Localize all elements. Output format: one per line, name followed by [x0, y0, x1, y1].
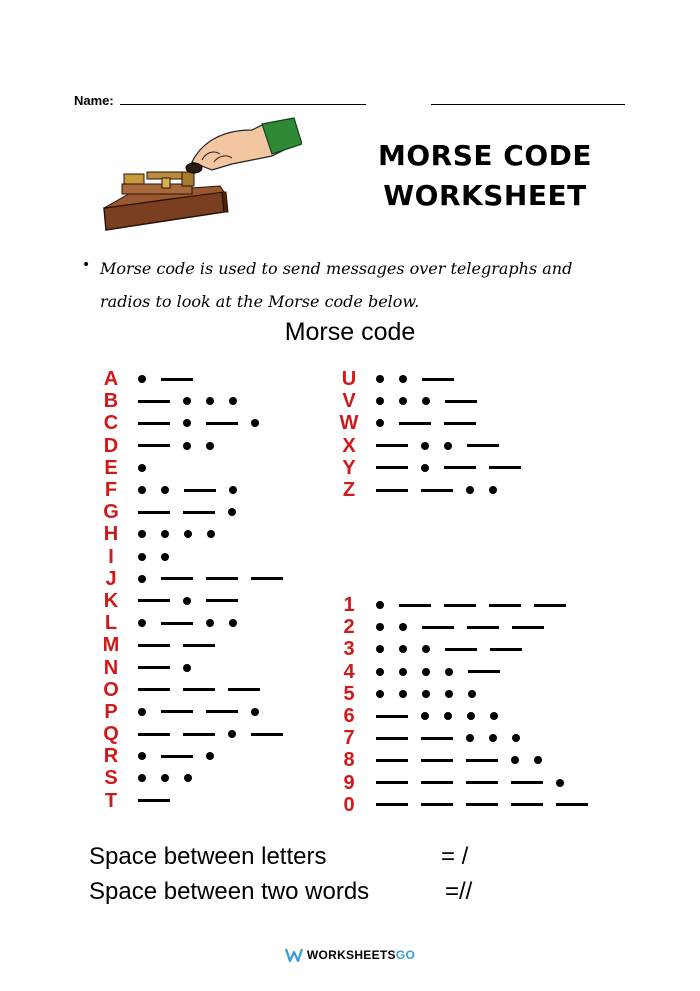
brand-part-2: GO	[395, 948, 416, 962]
morse-dash	[422, 378, 454, 381]
morse-code-symbols	[138, 575, 296, 583]
morse-dash	[556, 803, 588, 806]
morse-char: D	[103, 434, 119, 457]
morse-char: P	[104, 700, 118, 723]
morse-code-symbols	[138, 774, 207, 782]
morse-dot	[138, 619, 146, 627]
bullet-marker: •	[82, 257, 91, 273]
morse-dash	[445, 400, 477, 403]
morse-char: G	[103, 501, 119, 524]
morse-code-symbols	[138, 530, 230, 538]
morse-dash	[376, 715, 408, 718]
morse-dot	[376, 375, 384, 383]
morse-dot	[490, 712, 498, 720]
morse-row	[336, 390, 534, 412]
morse-dash	[512, 626, 544, 629]
morse-row	[98, 723, 296, 745]
morse-dot	[422, 645, 430, 653]
morse-code-symbols	[138, 553, 184, 561]
morse-code-symbols	[376, 690, 491, 698]
morse-row	[98, 546, 296, 568]
morse-row	[336, 705, 601, 727]
morse-column-u-z	[336, 368, 534, 501]
morse-dash	[467, 626, 499, 629]
morse-row	[98, 745, 296, 767]
morse-dash	[467, 444, 499, 447]
morse-dot	[138, 464, 146, 472]
morse-code-symbols	[138, 664, 206, 672]
morse-row	[98, 790, 296, 812]
morse-code-symbols	[138, 688, 273, 691]
morse-char: I	[108, 545, 114, 568]
morse-code-symbols	[376, 623, 557, 631]
morse-dash	[422, 626, 454, 629]
morse-code-symbols	[138, 644, 228, 647]
morse-dash	[183, 688, 215, 691]
morse-char: A	[103, 368, 119, 391]
morse-dash	[138, 666, 170, 669]
morse-dash	[161, 710, 193, 713]
morse-char: 6	[343, 705, 355, 728]
morse-dot	[556, 779, 564, 787]
footer-brand	[0, 948, 700, 962]
morse-row	[336, 435, 534, 457]
morse-dot	[138, 575, 146, 583]
brand-part-1: WORKSHEETS	[306, 948, 396, 962]
morse-code-symbols	[376, 397, 490, 405]
morse-dash	[206, 710, 238, 713]
morse-row	[336, 616, 601, 638]
morse-char: M	[102, 634, 120, 657]
morse-row	[336, 594, 601, 616]
morse-dot	[467, 712, 475, 720]
morse-row	[98, 457, 296, 479]
morse-char: V	[342, 390, 356, 413]
morse-row	[336, 638, 601, 660]
morse-row	[98, 568, 296, 590]
morse-row	[336, 727, 601, 749]
morse-char: 5	[343, 682, 355, 705]
morse-code-symbols	[376, 419, 489, 427]
morse-dot	[183, 419, 191, 427]
morse-dot	[376, 419, 384, 427]
morse-dash	[421, 489, 453, 492]
morse-dot	[228, 508, 236, 516]
morse-row	[336, 749, 601, 771]
morse-dash	[376, 759, 408, 762]
morse-row	[336, 412, 534, 434]
morse-dot	[376, 397, 384, 405]
morse-char: 4	[343, 660, 355, 683]
morse-dash	[444, 422, 476, 425]
name-label: Name:	[74, 93, 114, 108]
morse-dash	[161, 577, 193, 580]
morse-dot	[229, 397, 237, 405]
morse-code-symbols	[376, 779, 579, 787]
morse-dot	[376, 645, 384, 653]
morse-code-symbols	[138, 375, 206, 383]
morse-row	[336, 794, 601, 816]
morse-dash	[251, 577, 283, 580]
morse-char: 7	[343, 727, 355, 750]
morse-dash	[138, 422, 170, 425]
morse-dash	[421, 737, 453, 740]
morse-code-symbols	[376, 645, 535, 653]
morse-dot	[161, 486, 169, 494]
morse-row	[98, 523, 296, 545]
morse-dot	[138, 553, 146, 561]
morse-dot	[206, 752, 214, 760]
morse-dash	[376, 489, 408, 492]
morse-dot	[138, 375, 146, 383]
morse-column-a-t	[98, 368, 296, 812]
morse-dash	[534, 604, 566, 607]
morse-dot	[376, 690, 384, 698]
morse-code-symbols	[138, 708, 274, 716]
morse-dot	[183, 397, 191, 405]
morse-dash	[161, 622, 193, 625]
morse-dot	[489, 486, 497, 494]
morse-dash	[466, 759, 498, 762]
morse-row	[98, 767, 296, 789]
morse-char: 0	[343, 793, 355, 816]
morse-dash	[421, 803, 453, 806]
morse-char: O	[103, 678, 119, 701]
morse-code-symbols	[138, 597, 251, 605]
morse-char: 1	[343, 594, 355, 617]
morse-row	[98, 590, 296, 612]
morse-dash	[161, 378, 193, 381]
morse-dash	[466, 803, 498, 806]
morse-dash	[138, 644, 170, 647]
morse-dash	[376, 466, 408, 469]
morse-code-symbols	[138, 730, 296, 738]
morse-code-symbols	[376, 803, 601, 806]
morse-dash	[421, 759, 453, 762]
morse-char: B	[103, 390, 119, 413]
morse-code-symbols	[376, 712, 513, 720]
morse-dot	[184, 530, 192, 538]
space-letters-label: Space between letters	[89, 843, 327, 870]
morse-dash	[138, 444, 170, 447]
morse-dash	[138, 511, 170, 514]
morse-code-symbols	[138, 752, 229, 760]
morse-char: T	[104, 789, 118, 812]
morse-code-symbols	[138, 486, 252, 494]
morse-dash	[489, 466, 521, 469]
morse-code-symbols	[138, 397, 252, 405]
morse-dot	[399, 668, 407, 676]
morse-char: Z	[342, 479, 356, 502]
morse-dash	[399, 604, 431, 607]
morse-dash	[206, 422, 238, 425]
morse-row	[336, 479, 534, 501]
morse-dot	[466, 486, 474, 494]
morse-dash	[183, 511, 215, 514]
morse-dash	[489, 604, 521, 607]
morse-dash	[445, 648, 477, 651]
morse-dash	[183, 644, 215, 647]
morse-dash	[161, 755, 193, 758]
morse-row	[98, 435, 296, 457]
morse-char: F	[104, 479, 118, 502]
morse-dot	[534, 756, 542, 764]
morse-dash	[511, 781, 543, 784]
morse-dash	[206, 577, 238, 580]
morse-dot	[206, 442, 214, 450]
morse-dot	[251, 419, 259, 427]
morse-row	[98, 701, 296, 723]
morse-char: R	[103, 745, 119, 768]
morse-char: U	[341, 368, 357, 391]
morse-dot	[399, 645, 407, 653]
morse-code-symbols	[376, 442, 512, 450]
morse-dash	[468, 670, 500, 673]
morse-row	[336, 368, 534, 390]
morse-dash	[376, 781, 408, 784]
name-line[interactable]	[120, 104, 366, 105]
morse-dot	[251, 708, 259, 716]
morse-dot	[161, 553, 169, 561]
morse-char: X	[342, 434, 356, 457]
morse-char: W	[339, 412, 359, 435]
morse-dash	[399, 422, 431, 425]
worksheet-title	[340, 136, 630, 216]
morse-dot	[138, 752, 146, 760]
title-line-1: MORSE CODE	[378, 139, 592, 172]
morse-dot	[445, 690, 453, 698]
morse-dot	[138, 486, 146, 494]
morse-row	[98, 679, 296, 701]
morse-dash	[421, 781, 453, 784]
morse-row	[336, 772, 601, 794]
morse-dot	[445, 668, 453, 676]
morse-char: 3	[343, 638, 355, 661]
morse-dot	[399, 690, 407, 698]
morse-dot	[489, 734, 497, 742]
morse-dot	[161, 530, 169, 538]
morse-code-symbols	[138, 619, 252, 627]
morse-dot	[376, 668, 384, 676]
morse-code-symbols	[376, 734, 535, 742]
morse-dot	[422, 690, 430, 698]
morse-char: J	[105, 567, 117, 590]
morse-dash	[376, 737, 408, 740]
morse-dot	[183, 442, 191, 450]
space-words-label: Space between two words	[89, 878, 370, 905]
morse-dot	[161, 774, 169, 782]
morse-code-heading: Morse code	[284, 318, 416, 346]
morse-dash	[444, 466, 476, 469]
morse-dash	[376, 803, 408, 806]
morse-dot	[184, 774, 192, 782]
title-line-2: WORKSHEET	[383, 179, 587, 212]
morse-row	[98, 501, 296, 523]
morse-dot	[138, 530, 146, 538]
morse-char: 2	[343, 616, 355, 639]
worksheetsgo-logo-icon	[285, 948, 303, 962]
morse-dot	[421, 464, 429, 472]
morse-code-symbols	[376, 486, 512, 494]
morse-code-symbols	[138, 508, 251, 516]
morse-dot	[138, 774, 146, 782]
intro-text: Morse code is used to send messages over telegraphs and radios to look at the Morse code below.	[100, 259, 573, 311]
space-between-words-row	[89, 878, 473, 906]
morse-dash	[466, 781, 498, 784]
morse-row	[336, 457, 534, 479]
morse-dot	[138, 708, 146, 716]
morse-dash	[184, 489, 216, 492]
morse-dash	[228, 688, 260, 691]
morse-code-symbols	[138, 464, 161, 472]
morse-dot	[511, 756, 519, 764]
morse-dash	[376, 444, 408, 447]
morse-dash	[206, 599, 238, 602]
morse-char: N	[103, 656, 119, 679]
morse-row	[336, 683, 601, 705]
morse-row	[98, 612, 296, 634]
morse-dash	[183, 733, 215, 736]
morse-dot	[421, 712, 429, 720]
morse-dash	[138, 688, 170, 691]
morse-dot	[206, 397, 214, 405]
morse-code-symbols	[376, 375, 467, 383]
morse-dot	[466, 734, 474, 742]
morse-dot	[207, 530, 215, 538]
morse-dash	[138, 799, 170, 802]
morse-dash	[511, 803, 543, 806]
morse-code-symbols	[376, 668, 513, 676]
space-between-letters-row	[89, 843, 469, 871]
morse-dot	[206, 619, 214, 627]
morse-dash	[444, 604, 476, 607]
morse-char: K	[103, 589, 119, 612]
space-words-value: =//	[445, 878, 473, 905]
morse-char: Q	[103, 723, 119, 746]
morse-dot	[183, 597, 191, 605]
morse-code-symbols	[138, 442, 229, 450]
morse-dot	[228, 730, 236, 738]
morse-dash	[251, 733, 283, 736]
morse-dash	[490, 648, 522, 651]
morse-dot	[229, 486, 237, 494]
morse-char: 8	[343, 749, 355, 772]
morse-dot	[444, 442, 452, 450]
morse-dot	[399, 375, 407, 383]
morse-row	[98, 479, 296, 501]
morse-code-symbols	[138, 799, 183, 802]
morse-dot	[399, 397, 407, 405]
space-letters-value: = /	[441, 843, 469, 870]
morse-row	[98, 656, 296, 678]
telegraph-key-hand-icon	[102, 112, 302, 242]
morse-code-symbols	[376, 601, 579, 609]
morse-code-symbols	[376, 464, 534, 472]
morse-dot	[376, 623, 384, 631]
morse-char: 9	[343, 771, 355, 794]
morse-row	[336, 661, 601, 683]
morse-code-symbols	[376, 756, 557, 764]
morse-dot	[421, 442, 429, 450]
morse-char: H	[103, 523, 119, 546]
morse-row	[98, 368, 296, 390]
morse-column-digits	[336, 594, 601, 816]
morse-dot	[376, 601, 384, 609]
morse-dash	[138, 400, 170, 403]
morse-row	[98, 634, 296, 656]
second-line[interactable]	[431, 104, 625, 105]
morse-row	[98, 390, 296, 412]
morse-char: C	[103, 412, 119, 435]
morse-dot	[399, 623, 407, 631]
morse-code-symbols	[138, 419, 274, 427]
morse-dot	[183, 664, 191, 672]
morse-char: S	[104, 767, 118, 790]
morse-dot	[229, 619, 237, 627]
morse-dot	[512, 734, 520, 742]
morse-dot	[422, 668, 430, 676]
morse-dash	[138, 733, 170, 736]
morse-dot	[468, 690, 476, 698]
morse-dot	[444, 712, 452, 720]
morse-char: L	[104, 612, 118, 635]
morse-dot	[422, 397, 430, 405]
morse-dash	[138, 599, 170, 602]
morse-char: E	[104, 456, 118, 479]
morse-char: Y	[342, 456, 356, 479]
morse-row	[98, 412, 296, 434]
